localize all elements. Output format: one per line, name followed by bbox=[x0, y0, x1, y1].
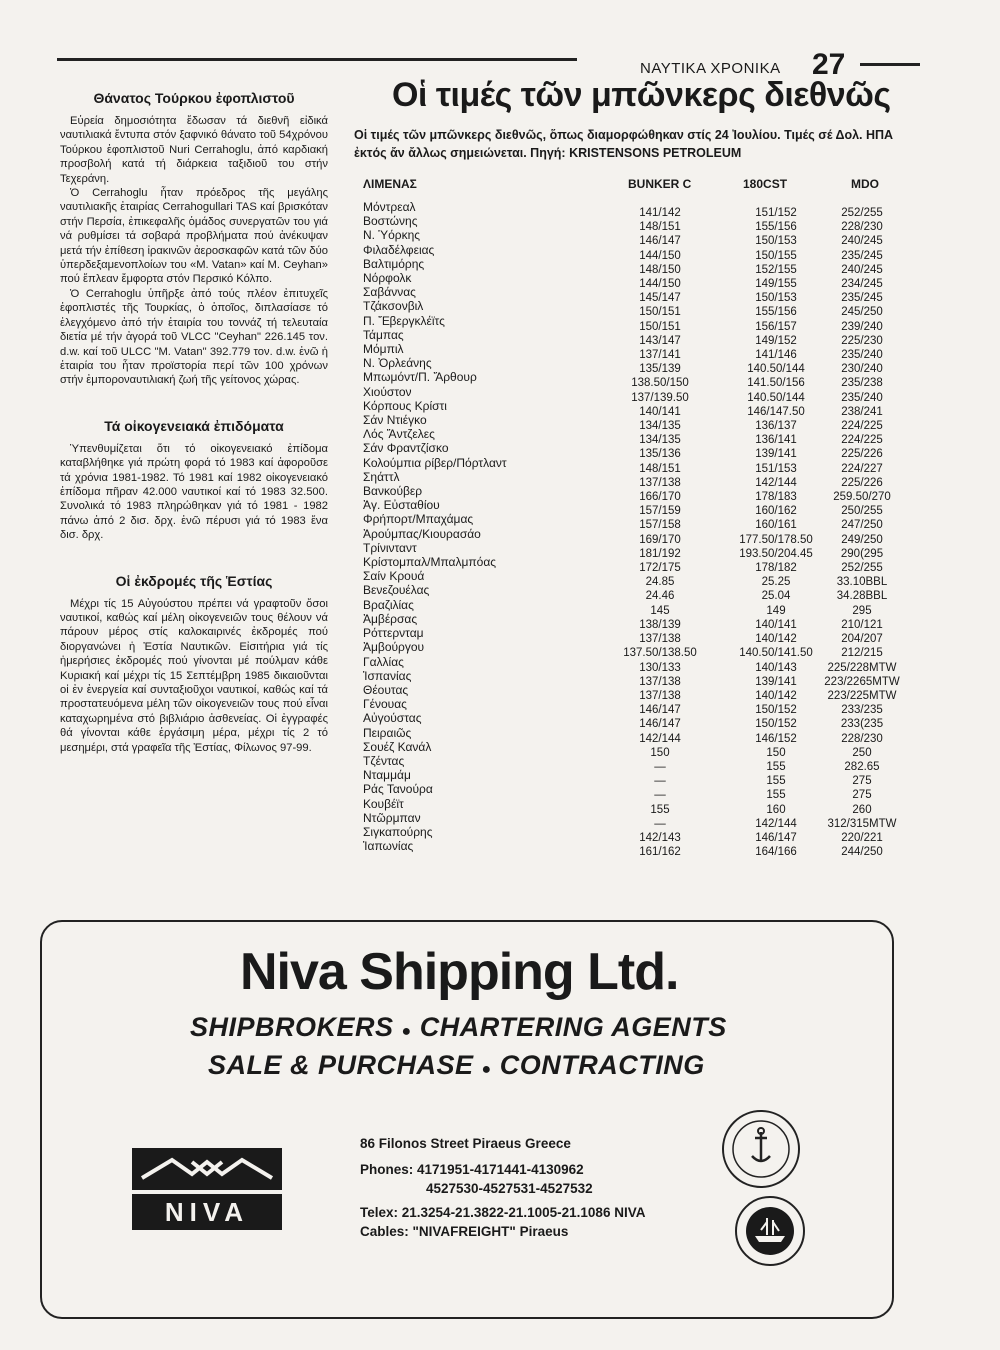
port-name: Μόντρεαλ bbox=[363, 200, 416, 214]
cst180-price: 160/162 bbox=[755, 505, 797, 518]
mdo-price: 249/250 bbox=[841, 533, 883, 546]
port-name: Τάμπας bbox=[363, 327, 404, 342]
cst180-price: 155 bbox=[766, 789, 786, 802]
article-paragraph: Εὐρεία δημοσιότητα ἔδωσαν τά διεθνῆ εἰδικά ναυτιλιακά ἔντυπα στόν ξαφνικό θάνατο τοῦ 54χρόνου Τούρκου ἐφοπλιστοῦ Nuri Cerrahoglu, ἀπό καρδιακή προσβολή κατά τή διάρκεια ταξιδιοῦ του στήν Τεχεράνη. bbox=[60, 115, 328, 185]
mdo-price: 282.65 bbox=[844, 760, 880, 773]
mdo-price: 235/245 bbox=[841, 292, 883, 305]
masthead: ΝΑΥΤΙΚΑ ΧΡΟΝΙΚΑ bbox=[640, 60, 781, 77]
cst180-price: 25.04 bbox=[761, 590, 791, 603]
cst180-price: 150/155 bbox=[755, 249, 797, 262]
mdo-price: 259.50/270 bbox=[833, 491, 891, 504]
bunker-c-price: — bbox=[654, 789, 666, 802]
cst180-price: 146/152 bbox=[755, 732, 797, 745]
advert-service: CHARTERING AGENTS bbox=[419, 1012, 727, 1042]
bunker-c-price: 150/151 bbox=[639, 320, 681, 333]
cst180-price: 152/155 bbox=[755, 263, 797, 276]
article-family-allowance bbox=[60, 418, 328, 543]
cst180-price: 160/161 bbox=[755, 519, 797, 532]
port-list bbox=[363, 200, 593, 853]
cst180-price: 160 bbox=[766, 803, 786, 816]
phones-label: Phones: bbox=[360, 1162, 414, 1177]
mdo-price: 225/230 bbox=[841, 334, 883, 347]
cst180-price: 140/143 bbox=[755, 661, 797, 674]
header-mdo: MDO bbox=[851, 177, 879, 191]
bunker-c-price: 134/135 bbox=[639, 434, 681, 447]
bunker-c-price: 140/141 bbox=[639, 405, 681, 418]
port-name: Ν. Ὑόρκης bbox=[363, 228, 421, 243]
mdo-price: 223/225MTW bbox=[827, 689, 897, 702]
mdo-price: 224/225 bbox=[841, 434, 883, 447]
mdo-price: 260 bbox=[852, 803, 872, 816]
mdo-price: 250/255 bbox=[841, 505, 883, 518]
cst180-price: 149/152 bbox=[755, 334, 797, 347]
bunker-c-price: 146/147 bbox=[639, 235, 681, 248]
ship-emblem-seal-icon bbox=[735, 1196, 805, 1266]
port-name: Σάν Ντιέγκο bbox=[363, 413, 427, 428]
bullet-icon: ● bbox=[481, 1061, 492, 1078]
mdo-price: 252/255 bbox=[841, 562, 883, 575]
port-name: Μόμπιλ bbox=[363, 342, 404, 357]
bunker-c-price: 130/133 bbox=[639, 661, 681, 674]
cst180-price: 141.50/156 bbox=[747, 377, 805, 390]
cst180-price: 155/156 bbox=[755, 306, 797, 319]
bunker-c-price: 148/150 bbox=[639, 263, 681, 276]
cst180-price: 155 bbox=[766, 775, 786, 788]
bunker-c-price: — bbox=[654, 760, 666, 773]
mdo-price: 252/255 bbox=[841, 207, 883, 219]
cst180-price: 149/155 bbox=[755, 278, 797, 291]
mdo-price: 225/228MTW bbox=[827, 661, 897, 674]
cst180-price: 140/142 bbox=[755, 689, 797, 702]
bunker-c-price: 135/136 bbox=[639, 448, 681, 461]
mdo-price: 210/121 bbox=[841, 618, 883, 631]
prices-intro: Οἱ τιμές τῶν μπῶνκερς διεθνῶς, ὅπως διαμορφώθηκαν στίς 24 Ἰουλίου. Τιμές σέ Δολ. ΗΠΑ ἐκτός ἄν ἄλλως σημειώνεται. Πηγή: KRISTENSONS PETROLEUM bbox=[354, 128, 894, 160]
cst180-price: 149 bbox=[766, 604, 786, 617]
article-paragraph: Ὁ Cerrahoglu ὑπῆρξε ἀπό τούς πλέον ἐπιτυχεῖς ἐφοπλιστές τῆς Τουρκίας, ὁ ὁποῖος, διπλασίασε τό ἐλεγχόμενο ἀπό τήν ἐταιρία του τοννάζ τή τελευταία διετία μέ τήν ἀγορά τοῦ VLCC "Ceyhan" 226.145 τον. d.w. καί τοῦ ULCC "M. Vatan" 392.779 τον. d.w. ἐνῶ ἡ ἐταιρία του ἦταν προϊστορία περί τῶν 100 χρόνων στήν ἐμποροναυτιλιακή ζωή τῆς γείτονος χώρας. bbox=[60, 287, 328, 387]
mdo-price: 233(235 bbox=[840, 718, 884, 731]
cst180-price: 141/146 bbox=[755, 349, 797, 362]
port-name: Ράς Τανούρα bbox=[363, 782, 433, 797]
mdo-price: 204/207 bbox=[841, 633, 883, 646]
bunker-c-price: 142/143 bbox=[639, 831, 681, 844]
bunker-c-price: 145/147 bbox=[639, 292, 681, 305]
cst180-price: 140/142 bbox=[755, 633, 797, 646]
cst180-price: 25.25 bbox=[761, 576, 791, 589]
bunker-c-price: 138.50/150 bbox=[631, 377, 689, 390]
bunker-c-price: 135/139 bbox=[639, 363, 681, 376]
port-name: Σαβάννας bbox=[363, 285, 416, 300]
bunker-c-price: 169/170 bbox=[639, 533, 681, 546]
port-name: Κρίστομπαλ/Μπαλμπόας bbox=[363, 555, 497, 570]
mdo-price: 235/240 bbox=[841, 349, 883, 362]
cst180-price: 178/182 bbox=[755, 562, 797, 575]
mdo-price: 235/245 bbox=[841, 249, 883, 262]
port-name: Σιγκαπούρης bbox=[363, 824, 433, 839]
port-name: Τζάκσονβιλ bbox=[363, 299, 424, 314]
mdo-price: 220/221 bbox=[841, 831, 883, 844]
cst180-price: 150 bbox=[766, 746, 786, 759]
bunker-c-price: 172/175 bbox=[639, 562, 681, 575]
article-death bbox=[60, 90, 328, 388]
top-rule-right bbox=[860, 63, 920, 66]
cst180-price: 150/152 bbox=[755, 704, 797, 717]
cst180-price: 156/157 bbox=[755, 320, 797, 333]
advert-services-line-2 bbox=[208, 1050, 705, 1081]
port-name: Βραζιλίας bbox=[363, 597, 414, 612]
port-name: Βενεζουέλας bbox=[363, 583, 430, 598]
port-name: Αὐγούστας bbox=[363, 711, 422, 726]
bunker-c-price: 150/151 bbox=[639, 306, 681, 319]
cst180-price: 142/144 bbox=[755, 476, 797, 489]
bunker-c-price: 137.50/138.50 bbox=[623, 647, 697, 660]
bunker-c-price: 144/150 bbox=[639, 249, 681, 262]
bunker-c-price: 146/147 bbox=[639, 718, 681, 731]
bunker-c-price: — bbox=[654, 775, 666, 788]
bullet-icon: ● bbox=[401, 1023, 412, 1040]
bunker-c-price: 137/138 bbox=[639, 689, 681, 702]
port-name: Σαίν Κρουά bbox=[363, 569, 425, 584]
cst180-price: 193.50/204.45 bbox=[739, 547, 813, 560]
advert-address: 86 Filonos Street Piraeus Greece bbox=[360, 1136, 571, 1151]
bunker-c-price: 166/170 bbox=[639, 491, 681, 504]
cst180-price: 140.50/144 bbox=[747, 363, 805, 376]
port-name: Κόρπους Κρίστι bbox=[363, 398, 447, 413]
bunker-c-price: 145 bbox=[650, 604, 670, 617]
mdo-price: 295 bbox=[852, 604, 872, 617]
bunker-c-price: 144/150 bbox=[639, 278, 681, 291]
mdo-price: 239/240 bbox=[841, 320, 883, 333]
bunker-c-price: 137/138 bbox=[639, 675, 681, 688]
port-name: Νταμμάμ bbox=[363, 768, 411, 783]
port-name: Τρίνινταντ bbox=[363, 540, 417, 555]
bunker-c-price: 24.46 bbox=[645, 590, 675, 603]
port-name: Φρήπορτ/Μπαχάμας bbox=[363, 512, 474, 527]
mdo-price: 224/225 bbox=[841, 420, 883, 433]
port-name: Ἀρούμπας/Κιουρασάο bbox=[363, 526, 481, 541]
bunker-c-price: 137/141 bbox=[639, 349, 681, 362]
bunker-c-price: 137/138 bbox=[639, 476, 681, 489]
article-paragraph: Ὑπενθυμίζεται ὅτι τό οἰκογενειακό ἐπίδομα καταβλήθηκε γιά πρώτη φορά τό 1983 καί ἀφοροῦσε τά χρόνια 1981-1982. Τό 1981 καί 1982 οἰκογενειακό ἐπίδομα πῆραν 42.000 ναυτικοί καί τό 1983 32.500. Συνολικά τό 1983 πληρώθηκαν γιά τό 1981 - 1982 πάνω ἀπό 2 δισ. δρχ. ἐνῶ πέρυσι γιά τό 1983 ἕνα δισ. δρχ. bbox=[60, 442, 328, 542]
port-name: Μπωμόντ/Π. Ἄρθουρ bbox=[363, 370, 477, 385]
port-name: Ἰαπωνίας bbox=[363, 839, 414, 854]
bunker-c-price: 137/139.50 bbox=[631, 391, 689, 404]
bunker-c-price: 141/142 bbox=[639, 207, 681, 219]
bunker-c-price: 146/147 bbox=[639, 704, 681, 717]
article-excursions bbox=[60, 573, 328, 755]
cst180-price: 178/183 bbox=[755, 491, 797, 504]
port-name: Ἀγ. Εὐσταθίου bbox=[363, 498, 440, 513]
mdo-price: 312/315MTW bbox=[827, 817, 897, 830]
cst180-price: 140/141 bbox=[755, 618, 797, 631]
port-name: Γένουας bbox=[363, 697, 407, 712]
port-name: Γαλλίας bbox=[363, 654, 404, 669]
cst180-price: 140.50/144 bbox=[747, 391, 805, 404]
cst180-price: 146/147 bbox=[755, 831, 797, 844]
mdo-price: 33.10BBL bbox=[836, 576, 888, 589]
advert-cables: Cables: "NIVAFREIGHT" Piraeus bbox=[360, 1224, 569, 1239]
mdo-price: 233/235 bbox=[841, 704, 883, 717]
mdo-price: 244/250 bbox=[841, 846, 883, 859]
mdo-price: 224/227 bbox=[841, 462, 883, 475]
mdo-price: 228/230 bbox=[841, 732, 883, 745]
mdo-price: 238/241 bbox=[841, 405, 883, 418]
port-name: Βοστώνης bbox=[363, 214, 418, 229]
mdo-price: 225/226 bbox=[841, 448, 883, 461]
article-title: Οἱ ἐκδρομές τῆς Ἑστίας bbox=[115, 572, 273, 589]
port-name: Ἀμβούργου bbox=[363, 640, 425, 655]
mdo-price: 240/245 bbox=[841, 235, 883, 248]
port-name: Σάν Φραντζίσκο bbox=[363, 441, 449, 456]
port-name: Λός Ἄντζελες bbox=[363, 427, 435, 442]
advert-telex: Telex: 21.3254-21.3822-21.1005-21.1086 NIVA bbox=[360, 1205, 646, 1220]
article-paragraph: Μέχρι τίς 15 Αὐγούστου πρέπει νά γραφτοῦν ὅσοι ναυτικοί, καθώς καί μέλη οἰκογενειῶν τους θέλουν νά πάρουν μέρος στίς καλοκαιρινές ἐκδρομές πού διοργανώνει ἡ Ἑστία Ναυτικῶν. Εἰσιτήρια γιά τίς ἡμερήσιες ἐκδρομές πού γίνονται μέ πούλμαν κάθε Κυριακή καί μέχρι τίς 15 Σεπτέμβρη 1985 δικαιοῦνται οἱ ἐν ἐνεργεία καί συνταξιοῦχοι ναυτικοί, καθώς καί τά προστατευόμενα μέλη τῶν οἰκογενειῶν τους πού εἶναι καταχωρημένα στό βιβλιάριο ἀσθενείας. Οἱ ἐγγραφές θά γίνονται κάθε ἐργάσιμη μέρα, μέχρι τίς 2 τό μεσημέρι, στά γραφεῖα τῆς Ἑστίας, Φίλωνος 97-99. bbox=[60, 597, 328, 754]
cst180-price: 155 bbox=[766, 760, 786, 773]
cst180-price: 139/141 bbox=[755, 675, 797, 688]
cst180-price: 155/156 bbox=[755, 221, 797, 234]
left-column bbox=[60, 90, 328, 755]
port-name: Π. Ἔβεργκλέϊτς bbox=[363, 313, 445, 328]
wave-emblem-icon bbox=[132, 1148, 282, 1190]
cst180-price: 177.50/178.50 bbox=[739, 533, 813, 546]
cst180-price: 150/153 bbox=[755, 292, 797, 305]
bunker-c-price: 181/192 bbox=[639, 547, 681, 560]
mdo-price: 290(295 bbox=[840, 547, 884, 560]
advert-service: CONTRACTING bbox=[499, 1050, 705, 1080]
mdo-price: 225/226 bbox=[841, 476, 883, 489]
port-name: Κολούμπια ρίβερ/Πόρτλαντ bbox=[363, 455, 507, 470]
mdo-price: 275 bbox=[852, 789, 872, 802]
port-name: Τζέντας bbox=[363, 753, 405, 768]
bunker-c-price: 24.85 bbox=[645, 576, 675, 589]
mdo-price: 245/250 bbox=[841, 306, 883, 319]
mdo-column bbox=[812, 206, 912, 859]
mdo-price: 228/230 bbox=[841, 221, 883, 234]
bunker-c-price: 161/162 bbox=[639, 846, 681, 859]
bunker-c-price: 148/151 bbox=[639, 462, 681, 475]
cst180-price: 151/153 bbox=[755, 462, 797, 475]
cst180-price: 142/144 bbox=[755, 817, 797, 830]
mdo-price: 240/245 bbox=[841, 263, 883, 276]
niva-logo bbox=[132, 1148, 282, 1230]
shipbrokers-association-seal-icon bbox=[722, 1110, 800, 1188]
port-name: Φιλαδέλφειας bbox=[363, 242, 435, 257]
port-name: Πειραιῶς bbox=[363, 725, 412, 740]
top-rule bbox=[57, 58, 577, 61]
header-port: ΛΙΜΕΝΑΣ bbox=[363, 177, 417, 191]
mdo-price: 234/245 bbox=[841, 278, 883, 291]
advert-services-line-1 bbox=[190, 1012, 727, 1043]
port-name: Θέουτας bbox=[363, 682, 409, 697]
mdo-price: 34.28BBL bbox=[836, 590, 888, 603]
mdo-price: 275 bbox=[852, 775, 872, 788]
phones-line-2: 4527530-4527531-4527532 bbox=[426, 1181, 593, 1196]
article-title: Τά οἰκογενειακά ἐπιδόματα bbox=[104, 417, 284, 434]
bunker-c-price: 143/147 bbox=[639, 334, 681, 347]
mdo-price: 212/215 bbox=[841, 647, 883, 660]
port-name: Κουβέϊτ bbox=[363, 796, 404, 811]
port-name: Νόρφολκ bbox=[363, 271, 412, 286]
cst180-price: 150/152 bbox=[755, 718, 797, 731]
bunker-c-price: 142/144 bbox=[639, 732, 681, 745]
header-bunker-c: BUNKER C bbox=[628, 177, 692, 191]
bunker-c-column bbox=[610, 206, 710, 859]
bunker-c-price: 157/159 bbox=[639, 505, 681, 518]
mdo-price: 223/2265MTW bbox=[824, 675, 900, 688]
port-name: Σουέζ Κανάλ bbox=[363, 739, 432, 754]
port-name: Σηάττλ bbox=[363, 469, 400, 484]
cst180-price: 140.50/141.50 bbox=[739, 647, 813, 660]
advert-company-name: Niva Shipping Ltd. bbox=[240, 943, 679, 1001]
cst180-price: 151/152 bbox=[755, 207, 797, 219]
bunker-c-price: 150 bbox=[650, 746, 670, 759]
advert-service: SALE & PURCHASE bbox=[208, 1050, 474, 1080]
page-number: 27 bbox=[812, 48, 846, 81]
mdo-price: 235/240 bbox=[841, 391, 883, 404]
port-name: Ἰσπανίας bbox=[363, 668, 412, 683]
port-name: Βανκούβερ bbox=[363, 484, 423, 499]
bunker-c-price: 137/138 bbox=[639, 633, 681, 646]
cst180-price: 139/141 bbox=[755, 448, 797, 461]
prices-title: Οἱ τιμές τῶν μπῶνκερς διεθνῶς bbox=[392, 76, 891, 114]
bunker-c-price: 148/151 bbox=[639, 221, 681, 234]
cst180-price: 164/166 bbox=[755, 846, 797, 859]
cst180-price: 136/141 bbox=[755, 434, 797, 447]
bunker-c-price: 134/135 bbox=[639, 420, 681, 433]
phones-line-1: 4171951-4171441-4130962 bbox=[417, 1162, 584, 1177]
bunker-c-price: 157/158 bbox=[639, 519, 681, 532]
advert-service: SHIPBROKERS bbox=[190, 1012, 394, 1042]
cst180-price: 136/137 bbox=[755, 420, 797, 433]
mdo-price: 250 bbox=[852, 746, 872, 759]
mdo-price: 247/250 bbox=[841, 519, 883, 532]
mdo-price: 230/240 bbox=[841, 363, 883, 376]
port-name: Ἀμβέρσας bbox=[363, 611, 418, 626]
port-name: Βαλτιμόρης bbox=[363, 256, 425, 271]
article-title: Θάνατος Τούρκου ἐφοπλιστοῦ bbox=[93, 90, 295, 106]
cst180-price: 150/153 bbox=[755, 235, 797, 248]
advert-phones bbox=[360, 1162, 584, 1177]
port-name: Ρόττερνταμ bbox=[363, 626, 424, 641]
mdo-price: 235/238 bbox=[841, 377, 883, 390]
logo-text: NIVA bbox=[132, 1194, 282, 1230]
port-name: Ντῶρμπαν bbox=[363, 810, 421, 825]
header-180cst: 180CST bbox=[743, 177, 788, 191]
bunker-c-price: — bbox=[654, 817, 666, 830]
bunker-c-price: 138/139 bbox=[639, 618, 681, 631]
cst180-price: 146/147.50 bbox=[747, 405, 805, 418]
port-name: Χιούστον bbox=[363, 384, 412, 399]
port-name: Ν. Ὀρλεάνης bbox=[363, 356, 432, 371]
article-paragraph: Ὁ Cerrahoglu ἦταν πρόεδρος τῆς μεγάλης ναυτιλιακῆς ἐταιρίας Cerrahogullari TAS καί βρισκόταν στήν Περσία, ἐπικεφαλῆς ὁμάδος συνεργατῶν του γιά νά ρυθμίσει τά σοβαρά προβλήματα πού ἀνέκυψαν μετά τήν ἐπίθεση ἰρακινῶν ἀεροσκαφῶν κατά τῶν δύο ὑπερδεξαμενοπλοίων του «Μ. Vatan» καί Μ. Ceyhan» πού ἔπλεαν ἔμφορτα στόν Περσικό Κόλπο. bbox=[60, 187, 328, 286]
bunker-c-price: 155 bbox=[650, 803, 670, 816]
